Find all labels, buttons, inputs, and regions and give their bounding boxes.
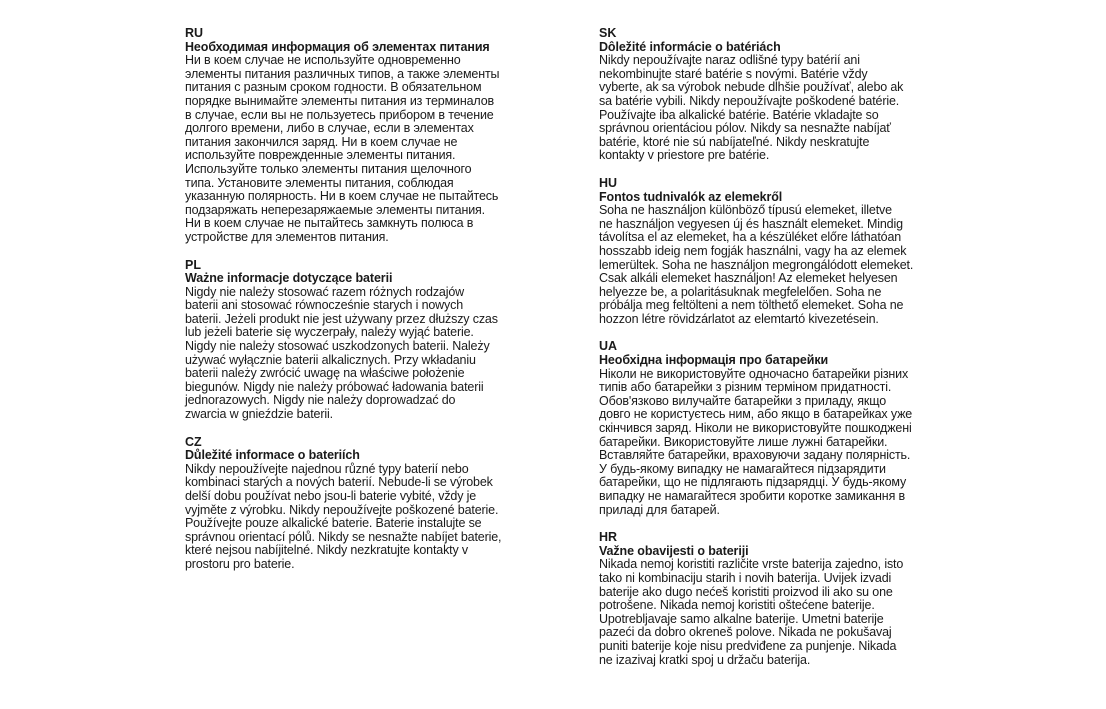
left-column bbox=[185, 27, 545, 586]
section-heading: Důležité informace o bateriích bbox=[185, 448, 360, 463]
body-line: helyezze be, a polaritásuknak megfelelően. Soha ne bbox=[599, 284, 882, 299]
body-line: устройстве для элементов питания. bbox=[185, 229, 389, 244]
body-line: pazeći da dobro okreneš polove. Nikada ne pokušavaj bbox=[599, 625, 892, 640]
language-code: PL bbox=[185, 257, 201, 272]
language-code: RU bbox=[185, 26, 204, 40]
body-line: Nikdy nepoužívejte najednou různé typy baterií nebo bbox=[185, 461, 469, 476]
body-line: типа. Установите элементы питания, соблюдая bbox=[185, 175, 454, 190]
body-line: Nigdy nie należy stosować razem różnych rodzajów bbox=[185, 284, 465, 299]
language-code: CZ bbox=[185, 434, 202, 449]
body-line: jednorazowych. Nigdy nie należy doprowadzać do bbox=[185, 393, 456, 408]
body-line: které nejsou nabíjitelné. Nikdy nezkratujte kontakty v bbox=[185, 543, 469, 558]
body-line: lemerültek. Soha ne használjon megrongálódott elemeket. bbox=[599, 257, 914, 272]
body-line: довго не користуєтесь ним, або якщо в батарейках уже bbox=[599, 407, 913, 422]
language-code: SK bbox=[599, 26, 617, 40]
body-line: vyjměte z výrobku. Nikdy nepoužívejte poškozené baterie. bbox=[185, 502, 499, 517]
section-heading: Fontos tudnivalók az elemekről bbox=[599, 189, 783, 204]
body-line: delší dobu používat nebo jsou-li baterie vybité, vždy je bbox=[185, 489, 477, 503]
body-line: батарейки, що не підлягають підзарядці. У будь-якому bbox=[599, 475, 907, 490]
body-line: У будь-якому випадку не намагайтеся підзарядити bbox=[599, 461, 886, 476]
body-line: питания закончился заряд. Ни в коем случае не bbox=[185, 134, 458, 149]
section-ru bbox=[185, 27, 545, 245]
body-line: używać wyłącznie baterii alkalicznych. Przy wkładaniu bbox=[185, 352, 476, 367]
section-pl bbox=[185, 259, 545, 422]
section-heading: Dôležité informácie o batériách bbox=[599, 39, 781, 54]
section-body bbox=[599, 204, 959, 326]
section-ua bbox=[599, 340, 959, 517]
body-line: správnou orientací pólů. Nikdy se nesnažte nabíjet baterie, bbox=[185, 529, 502, 544]
body-line: Ніколи не використовуйте одночасно батарейки різних bbox=[599, 366, 909, 381]
body-line: Nikdy nepoužívajte naraz odlišné typy batérií ani bbox=[599, 53, 860, 68]
body-line: приладі для батарей. bbox=[599, 502, 720, 517]
body-line: hozzon létre rövidzárlatot az elemtartó kivezetésein. bbox=[599, 311, 879, 326]
body-line: Nikada nemoj koristiti različite vrste baterija zajedno, isto bbox=[599, 557, 904, 572]
body-line: tako ni kombinaciju starih i novih baterija. Uvijek izvadi bbox=[599, 570, 892, 585]
body-line: Používajte iba alkalické batérie. Batérie vkladajte so bbox=[599, 107, 879, 122]
language-code: HU bbox=[599, 175, 618, 190]
body-line: Ни в коем случае не используйте одновременно bbox=[185, 53, 461, 68]
section-heading: Važne obavijesti o bateriji bbox=[599, 543, 749, 558]
section-body bbox=[185, 286, 545, 422]
body-line: nekombinujte staré batérie s novými. Batérie vždy bbox=[599, 66, 868, 81]
body-line: порядке вынимайте элементы питания из терминалов bbox=[185, 93, 495, 108]
section-body bbox=[599, 558, 959, 667]
section-body bbox=[185, 463, 545, 572]
body-line: Ни в коем случае не пытайтесь замкнуть полюса в bbox=[185, 216, 474, 231]
body-line: ne izazivaj kratki spoj u držaču baterija. bbox=[599, 652, 811, 667]
body-line: скінчився заряд. Ніколи не використовуйте пошкоджені bbox=[599, 421, 912, 436]
body-line: Upotrebljavaje samo alkalne baterije. Umetni baterije bbox=[599, 611, 884, 626]
section-heading: Необхідна інформація про батарейки bbox=[599, 353, 829, 368]
body-line: Вставляйте батарейки, враховуючи задану полярність. bbox=[599, 448, 911, 463]
language-code: UA bbox=[599, 339, 618, 354]
body-line: ne használjon vegyesen új és használt elemeket. Mindig bbox=[599, 216, 903, 231]
body-line: указанную полярность. Ни в коем случае не пытайтесь bbox=[185, 189, 499, 204]
body-line: távolítsa el az elemeket, ha a készüléket előre láthatóan bbox=[599, 230, 902, 245]
body-line: Používejte pouze alkalické baterie. Baterie instalujte se bbox=[185, 516, 482, 531]
body-line: baterije ako dugo nećeš koristiti proizvod ili ako su one bbox=[599, 584, 893, 599]
section-heading: Необходимая информация об элементах питания bbox=[185, 39, 490, 54]
body-line: типів або батарейки з різним терміном придатності. bbox=[599, 380, 892, 395]
body-line: baterii. Jeżeli produkt nie jest używany przez dłuższy czas bbox=[185, 311, 498, 326]
body-line: в случае, если вы не пользуетесь прибором в течение bbox=[185, 107, 494, 122]
section-sk bbox=[599, 27, 959, 163]
body-line: kombinaci starých a nových baterií. Nebude-li se výrobek bbox=[185, 475, 493, 490]
body-line: batérie, ktoré nie sú nabíjateľné. Nikdy neskratujte bbox=[599, 134, 870, 149]
section-cz bbox=[185, 436, 545, 572]
section-heading: Ważne informacje dotyczące baterii bbox=[185, 271, 393, 286]
body-line: випадку не намагайтеся зробити коротке замикання в bbox=[599, 489, 905, 503]
section-hu bbox=[599, 177, 959, 327]
body-line: используйте поврежденные элементы питания. bbox=[185, 148, 456, 163]
section-body bbox=[599, 54, 959, 163]
body-line: Csak alkáli elemeket használjon! Az elemeket helyesen bbox=[599, 271, 898, 286]
body-line: подзаряжать неперезаряжаемые элементы питания. bbox=[185, 202, 485, 217]
body-line: lub jeżeli baterie się wyczerpały, należy wyjąć baterie. bbox=[185, 325, 474, 340]
body-line: puniti baterije koje nisu predviđene za punjenje. Nikada bbox=[599, 638, 897, 653]
body-line: батарейки. Використовуйте лише лужні батарейки. bbox=[599, 434, 888, 449]
body-line: элементы питания различных типов, а также элементы bbox=[185, 66, 500, 81]
body-line: долгого времени, либо в случае, если в элементах bbox=[185, 121, 474, 136]
body-line: prostoru pro baterie. bbox=[185, 556, 295, 571]
body-line: próbálja meg feltölteni a nem tölthető elemeket. Soha ne bbox=[599, 298, 904, 313]
body-line: potrošene. Nikada nemoj koristiti oštećene baterije. bbox=[599, 598, 875, 613]
body-line: Используйте только элементы питания щелочного bbox=[185, 161, 472, 176]
body-line: biegunów. Nigdy nie należy próbować ładowania baterii bbox=[185, 379, 484, 394]
body-line: zwarcia w gnieździe baterii. bbox=[185, 407, 333, 422]
body-line: Nigdy nie należy stosować uszkodzonych baterii. Należy bbox=[185, 339, 490, 354]
body-line: питания с разным сроком годности. В обязательном bbox=[185, 80, 482, 95]
body-line: hosszabb ideig nem fogják használni, vagy ha az elemek bbox=[599, 243, 907, 258]
body-line: baterii ani stosować równocześnie starych i nowych bbox=[185, 298, 464, 313]
language-code: HR bbox=[599, 530, 618, 545]
section-body bbox=[599, 368, 959, 518]
section-body bbox=[185, 54, 545, 244]
body-line: vyberte, ak sa výrobok nebude dlhšie používať, alebo ak bbox=[599, 80, 904, 95]
right-column bbox=[599, 27, 959, 681]
body-line: Обов'язково вилучайте батарейки з приладу, якщо bbox=[599, 393, 887, 408]
body-line: baterii należy zwrócić uwagę na właściwe położenie bbox=[185, 366, 465, 381]
body-line: správnou orientáciou pólov. Nikdy sa nesnažte nabíjať bbox=[599, 121, 891, 136]
body-line: Soha ne használjon különböző típusú elemeket, illetve bbox=[599, 203, 892, 218]
body-line: sa batérie vybili. Nikdy nepoužívajte poškodené batérie. bbox=[599, 93, 900, 108]
body-line: kontakty v priestore pre batérie. bbox=[599, 148, 770, 163]
section-hr bbox=[599, 531, 959, 667]
